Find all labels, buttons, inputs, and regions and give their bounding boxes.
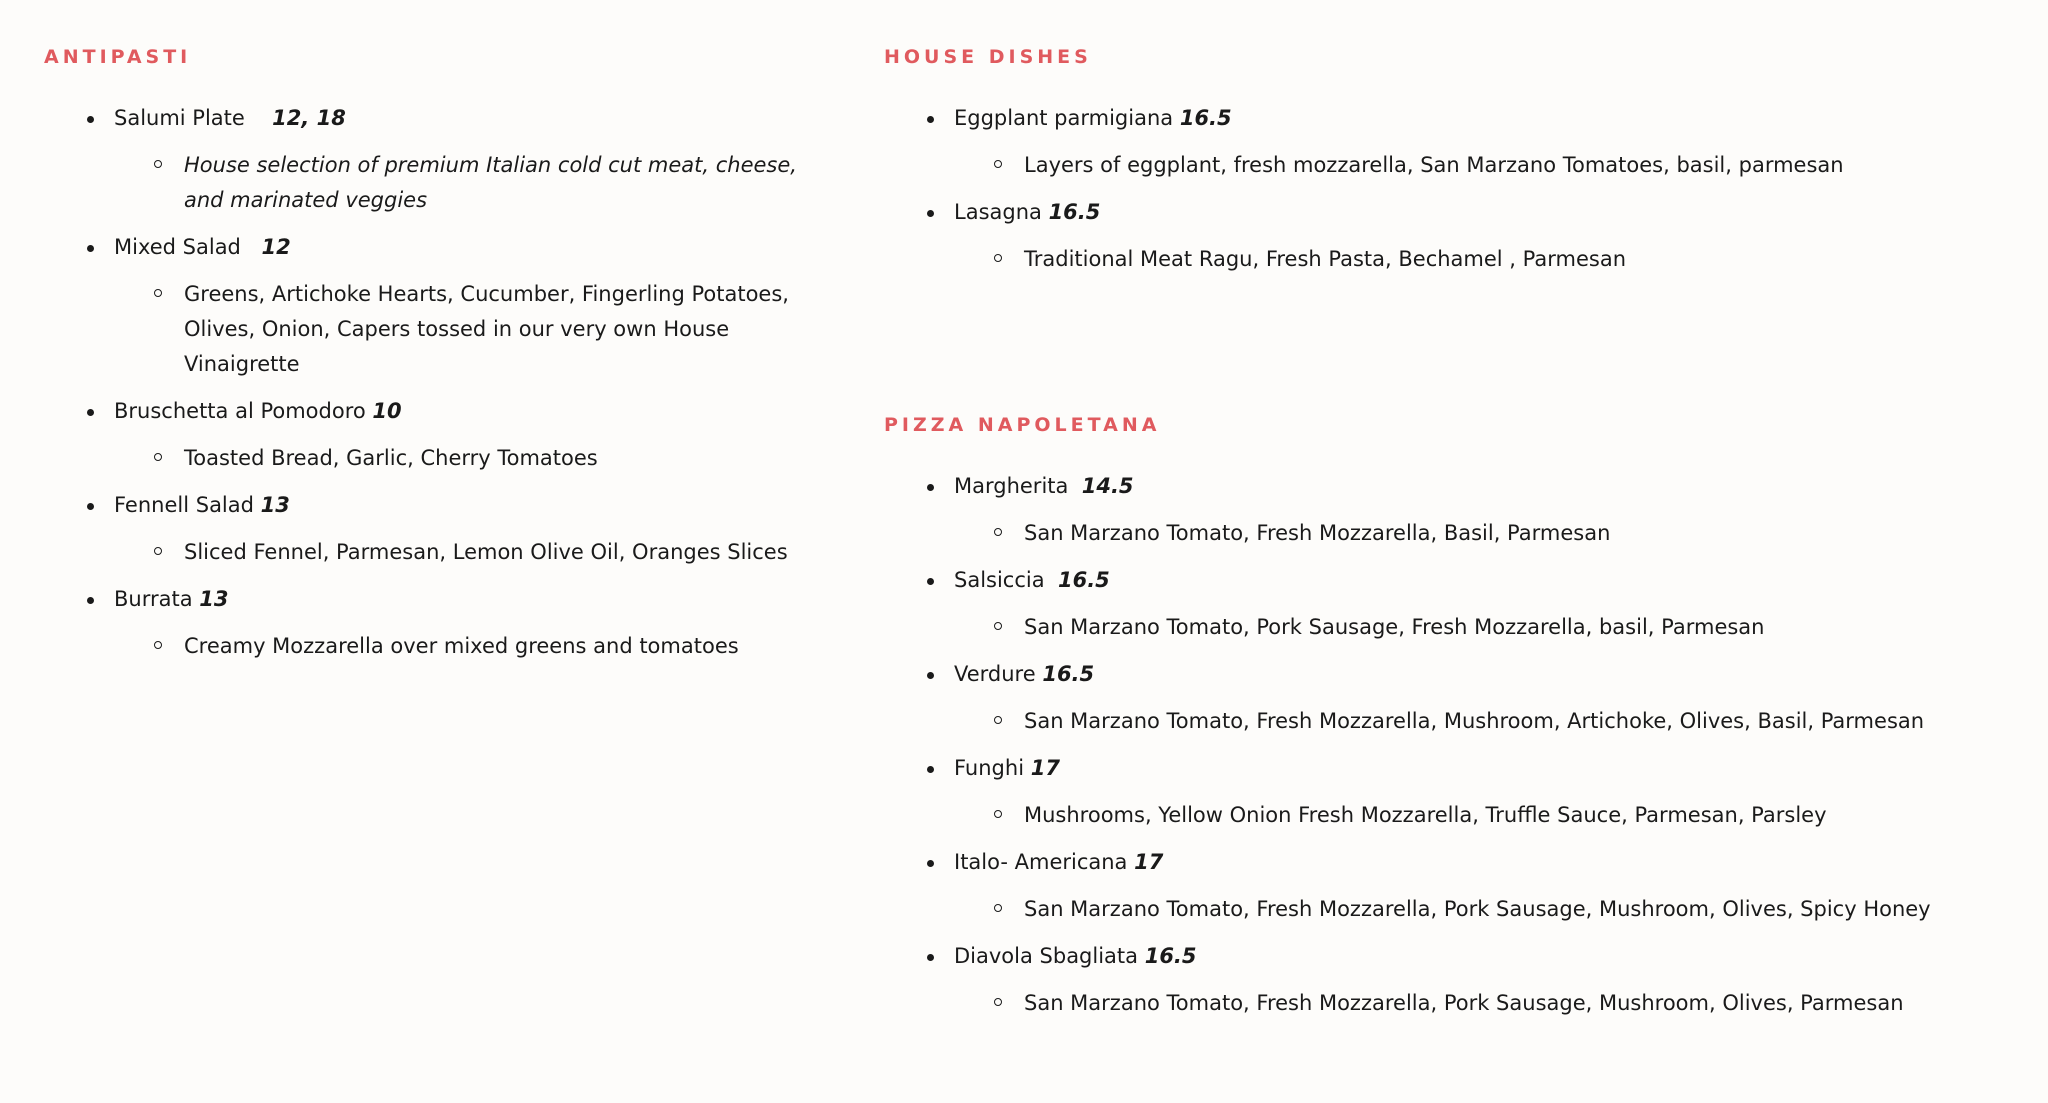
description-text: Greens, Artichoke Hearts, Cucumber, Fingerling Potatoes, Olives, Onion, Capers tossed in our very own House Vinaigrette [184, 282, 789, 376]
item-price: 13 [260, 493, 290, 517]
item-name: Funghi [954, 756, 1031, 780]
item-name: Eggplant parmigiana [954, 106, 1180, 130]
sub-bullet-icon [994, 622, 1002, 630]
bullet-icon [927, 116, 934, 123]
menu-item [884, 195, 2004, 277]
menu-item [884, 563, 2004, 645]
sub-bullet-icon [154, 641, 162, 649]
item-price: 16.5 [1057, 568, 1110, 592]
antipasti-list [44, 101, 834, 676]
item-price: 16.5 [1144, 944, 1197, 968]
item-description [954, 798, 2004, 833]
menu-item [44, 394, 834, 476]
menu-item [884, 751, 2004, 833]
sub-bullet-icon [154, 289, 162, 297]
item-price: 16.5 [1179, 106, 1232, 130]
item-price: 12 [254, 235, 291, 259]
item-description [114, 629, 834, 664]
pizza-title: PIZZA NAPOLETANA [884, 414, 1161, 436]
description-text: San Marzano Tomato, Fresh Mozzarella, Mushroom, Artichoke, Olives, Basil, Parmesan [1024, 709, 1925, 733]
bullet-icon [927, 860, 934, 867]
item-price: 14.5 [1081, 474, 1134, 498]
item-description [954, 242, 2004, 277]
sub-bullet-icon [994, 254, 1002, 262]
bullet-icon [87, 503, 94, 510]
bullet-icon [927, 578, 934, 585]
menu-item [884, 939, 2004, 1021]
sub-bullet-icon [154, 547, 162, 555]
description-text: San Marzano Tomato, Fresh Mozzarella, Pork Sausage, Mushroom, Olives, Parmesan [1024, 991, 1904, 1015]
menu-item [884, 845, 2004, 927]
menu-item [44, 488, 834, 570]
bullet-icon [87, 116, 94, 123]
item-price: 17 [1134, 850, 1164, 874]
sub-bullet-icon [994, 716, 1002, 724]
item-description [954, 516, 2004, 551]
sub-bullet-icon [154, 453, 162, 461]
description-text: San Marzano Tomato, Fresh Mozzarella, Pork Sausage, Mushroom, Olives, Spicy Honey [1024, 897, 1931, 921]
item-price: 12, 18 [264, 106, 346, 130]
menu-item [44, 230, 834, 382]
item-price: 10 [372, 399, 402, 423]
item-price: 16.5 [1042, 662, 1095, 686]
item-name: Diavola Sbagliata [954, 944, 1145, 968]
item-description [114, 535, 834, 570]
item-description [114, 441, 834, 476]
sub-bullet-icon [994, 904, 1002, 912]
bullet-icon [927, 484, 934, 491]
item-name: Salumi Plate [114, 106, 265, 130]
description-text: Toasted Bread, Garlic, Cherry Tomatoes [184, 446, 598, 470]
description-text: Sliced Fennel, Parmesan, Lemon Olive Oil, Oranges Slices [184, 540, 788, 564]
item-description [954, 986, 2004, 1021]
item-name: Verdure [954, 662, 1043, 686]
item-name: Salsiccia [954, 568, 1058, 592]
item-description [954, 704, 2004, 739]
item-description [114, 148, 834, 218]
description-text: San Marzano Tomato, Pork Sausage, Fresh Mozzarella, basil, Parmesan [1024, 615, 1765, 639]
item-name: Bruschetta al Pomodoro [114, 399, 373, 423]
item-description [114, 277, 834, 382]
item-name: Burrata [114, 587, 200, 611]
house-dishes-title: HOUSE DISHES [884, 46, 1092, 68]
description-text: Layers of eggplant, fresh mozzarella, San Marzano Tomatoes, basil, parmesan [1024, 153, 1844, 177]
item-description [954, 892, 2004, 927]
description-text: House selection of premium Italian cold cut meat, cheese, and marinated veggies [184, 153, 797, 212]
sub-bullet-icon [994, 160, 1002, 168]
item-price: 17 [1030, 756, 1060, 780]
sub-bullet-icon [994, 528, 1002, 536]
bullet-icon [927, 210, 934, 217]
item-description [954, 610, 2004, 645]
bullet-icon [87, 245, 94, 252]
item-description [954, 148, 2004, 183]
item-price: 16.5 [1048, 200, 1101, 224]
bullet-icon [927, 672, 934, 679]
bullet-icon [87, 597, 94, 604]
bullet-icon [87, 409, 94, 416]
sub-bullet-icon [994, 998, 1002, 1006]
menu-item [44, 101, 834, 218]
item-name: Margherita [954, 474, 1082, 498]
sub-bullet-icon [154, 160, 162, 168]
item-name: Lasagna [954, 200, 1049, 224]
bullet-icon [927, 954, 934, 961]
menu-item [884, 101, 2004, 183]
menu-item [884, 469, 2004, 551]
house-dishes-list [884, 101, 2004, 289]
description-text: Traditional Meat Ragu, Fresh Pasta, Bechamel , Parmesan [1024, 247, 1627, 271]
description-text: San Marzano Tomato, Fresh Mozzarella, Basil, Parmesan [1024, 521, 1611, 545]
menu-item [44, 582, 834, 664]
pizza-list [884, 469, 2004, 1033]
sub-bullet-icon [994, 810, 1002, 818]
menu-item [884, 657, 2004, 739]
item-name: Italo- Americana [954, 850, 1135, 874]
description-text: Creamy Mozzarella over mixed greens and tomatoes [184, 634, 739, 658]
antipasti-title: ANTIPASTI [44, 46, 192, 68]
bullet-icon [927, 766, 934, 773]
description-text: Mushrooms, Yellow Onion Fresh Mozzarella, Truffle Sauce, Parmesan, Parsley [1024, 803, 1827, 827]
item-name: Fennell Salad [114, 493, 261, 517]
item-price: 13 [199, 587, 229, 611]
item-name: Mixed Salad [114, 235, 255, 259]
